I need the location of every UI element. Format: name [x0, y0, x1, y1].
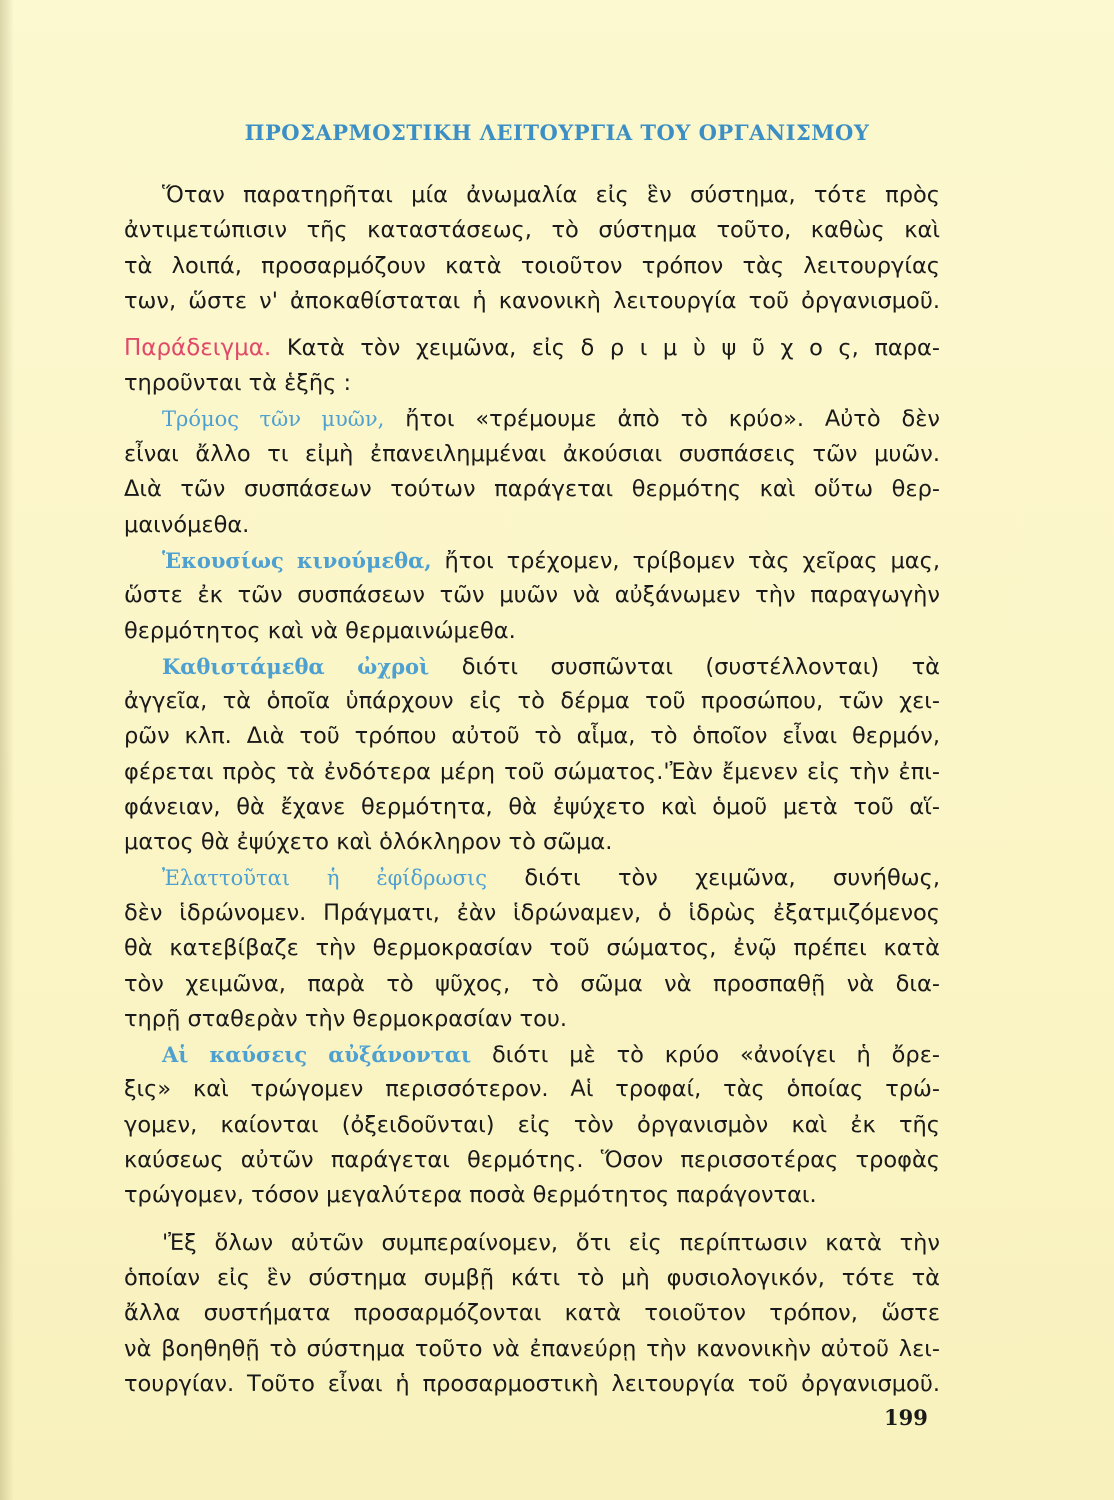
text-line [124, 861, 940, 896]
item-term: Ἐλαττοῦται ἡ ἐφίδρωσις [162, 865, 487, 890]
item-first-rest: διότι συσπῶνται (συστέλλονται) τὰ [461, 653, 940, 680]
paragraph-gap [124, 1214, 940, 1226]
item-first-rest: ἤτοι τρέχομεν, τρίβομεν τὰς χεῖρας μας, [444, 547, 940, 574]
text-line [124, 543, 940, 578]
item-sweating [124, 861, 940, 1037]
text-line: εἶναι ἄλλο τι εἰμὴ ἐπανειλημμέναι ἀκούσιαι συσπάσεις τῶν μυῶν. [124, 441, 940, 468]
item-term: Τρόμος τῶν μυῶν, [162, 406, 385, 431]
text-line: καύσεως αὐτῶν παράγεται θερμότης. Ὅσον περισσοτέρας τροφὰς [124, 1147, 940, 1174]
text-line: φάνειαν, θὰ ἔχανε θερμότητα, θὰ ἐψύχετο καὶ ὁμοῦ μετὰ τοῦ αἵ- [124, 794, 940, 821]
item-first-rest: διότι μὲ τὸ κρύο «ἀνοίγει ἡ ὄρε- [492, 1042, 940, 1069]
item-combustion [124, 1037, 940, 1213]
text-line: τουργίαν. Τοῦτο εἶναι ἡ προσαρμοστικὴ λειτουργία τοῦ ὀργανισμοῦ. [124, 1370, 940, 1397]
item-first-rest: ἤτοι «τρέμουμε ἀπὸ τὸ κρύο». Αὐτὸ δὲν [405, 405, 940, 432]
example-label: Παράδειγμα. [124, 335, 272, 362]
text-line: ματος θὰ ἐψύχετο καὶ ὁλόκληρον τὸ σῶμα. [124, 829, 613, 856]
intro-paragraph [124, 178, 940, 319]
item-tremor [124, 402, 940, 543]
text-line: τηροῦνται τὰ ἑξῆς : [124, 370, 352, 397]
text-line: νὰ βοηθηθῇ τὸ σύστημα τοῦτο νὰ ἐπανεύρῃ τὴν κανονικὴν αὐτοῦ λει- [124, 1335, 940, 1362]
item-voluntary-movement [124, 543, 940, 649]
text-line: γομεν, καίονται (ὀξειδοῦνται) εἰς τὸν ὀργανισμὸν καὶ ἐκ τῆς [124, 1111, 940, 1138]
text-line: ἄλλα συστήματα προσαρμόζονται κατὰ τοιοῦτον τρόπον, ὥστε [124, 1300, 940, 1327]
text-line: 'Ἐξ ὅλων αὐτῶν συμπεραίνομεν, ὅτι εἰς περίπτωσιν κατὰ τὴν [162, 1229, 940, 1256]
page-number: 199 [884, 1405, 928, 1430]
text-line: τὰ λοιπά, προσαρμόζουν κατὰ τοιοῦτον τρόπον τὰς λειτουργίας [124, 252, 940, 279]
text-line: τρώγομεν, τόσον μεγαλύτερα ποσὰ θερμότητος παράγονται. [124, 1182, 817, 1209]
item-term: Ἑκουσίως κινούμεθα, [162, 547, 432, 573]
text-line: ρῶν κλπ. Διὰ τοῦ τρόπου αὐτοῦ τὸ αἷμα, τὸ ὁποῖον εἶναι θερμόν, [124, 723, 940, 750]
page-body [124, 178, 940, 1402]
text-line: ἀντιμετώπισιν τῆς καταστάσεως, τὸ σύστημα τοῦτο, καθὼς καὶ [124, 217, 940, 244]
page-edge-shadow [0, 0, 14, 1500]
item-pallor [124, 649, 940, 861]
example-paragraph [124, 331, 940, 402]
paragraph-gap [124, 319, 940, 331]
text-line: ὁποίαν εἰς ἓν σύστημα συμβῇ κάτι τὸ μὴ φυσιολογικόν, τότε τὰ [124, 1264, 940, 1291]
text-line: δὲν ἱδρώνομεν. Πράγματι, ἐὰν ἱδρώναμεν, ὁ ἱδρὼς ἐξατμιζόμενος [124, 899, 940, 926]
text-line: τηρῇ σταθερὰν τὴν θερμοκρασίαν του. [124, 1005, 568, 1032]
text-line: θερμότητος καὶ νὰ θερμαινώμεθα. [124, 617, 516, 644]
text-line: ξις» καὶ τρώγομεν περισσότερον. Αἱ τροφαί, τὰς ὁποίας τρώ- [124, 1076, 940, 1103]
item-first-rest: διότι τὸν χειμῶνα, συνήθως, [524, 864, 941, 891]
text-line: ἀγγεῖα, τὰ ὁποῖα ὑπάρχουν εἰς τὸ δέρμα τοῦ προσώπου, τῶν χει- [124, 688, 940, 715]
text-line: των, ὥστε ν' ἀποκαθίσταται ἡ κανονικὴ λειτουργία τοῦ ὀργανισμοῦ. [124, 287, 940, 314]
text-line [124, 649, 940, 684]
text-line: Ὅταν παρατηρῆται μία ἀνωμαλία εἰς ἓν σύστημα, τότε πρὸς [162, 182, 940, 208]
text-line [124, 402, 940, 437]
conclusion-paragraph [124, 1226, 940, 1402]
text-line: φέρεται πρὸς τὰ ἐνδότερα μέρη τοῦ σώματος.'Ἐὰν ἔμενεν εἰς τὴν ἐπι- [124, 758, 940, 785]
chapter-heading: ΠΡΟΣΑΡΜΟΣΤΙΚΗ ΛΕΙΤΟΥΡΓΙΑ ΤΟΥ ΟΡΓΑΝΙΣΜΟΥ [244, 120, 870, 145]
text-line: θὰ κατεβίβαζε τὴν θερμοκρασίαν τοῦ σώματος, ἐνῷ πρέπει κατὰ [124, 935, 940, 962]
text-line: μαινόμεθα. [124, 511, 250, 538]
text-line: ὥστε ἐκ τῶν συσπάσεων τῶν μυῶν νὰ αὐξάνωμεν τὴν παραγωγὴν [124, 582, 940, 609]
item-term: Αἱ καύσεις αὐξάνονται [162, 1042, 472, 1068]
example-line-rest: Κατὰ τὸν χειμῶνα, εἰς δ ρ ι μ ὺ ψ ῦ χ ο ς, παρα- [286, 335, 940, 362]
item-term: Καθιστάμεθα ὠχροὶ [162, 653, 430, 679]
text-line [124, 331, 940, 366]
text-line: Διὰ τῶν συσπάσεων τούτων παράγεται θερμότης καὶ οὕτω θερ- [124, 476, 940, 503]
text-line: τὸν χειμῶνα, παρὰ τὸ ψῦχος, τὸ σῶμα νὰ προσπαθῇ νὰ δια- [124, 970, 940, 997]
text-line [124, 1037, 940, 1072]
